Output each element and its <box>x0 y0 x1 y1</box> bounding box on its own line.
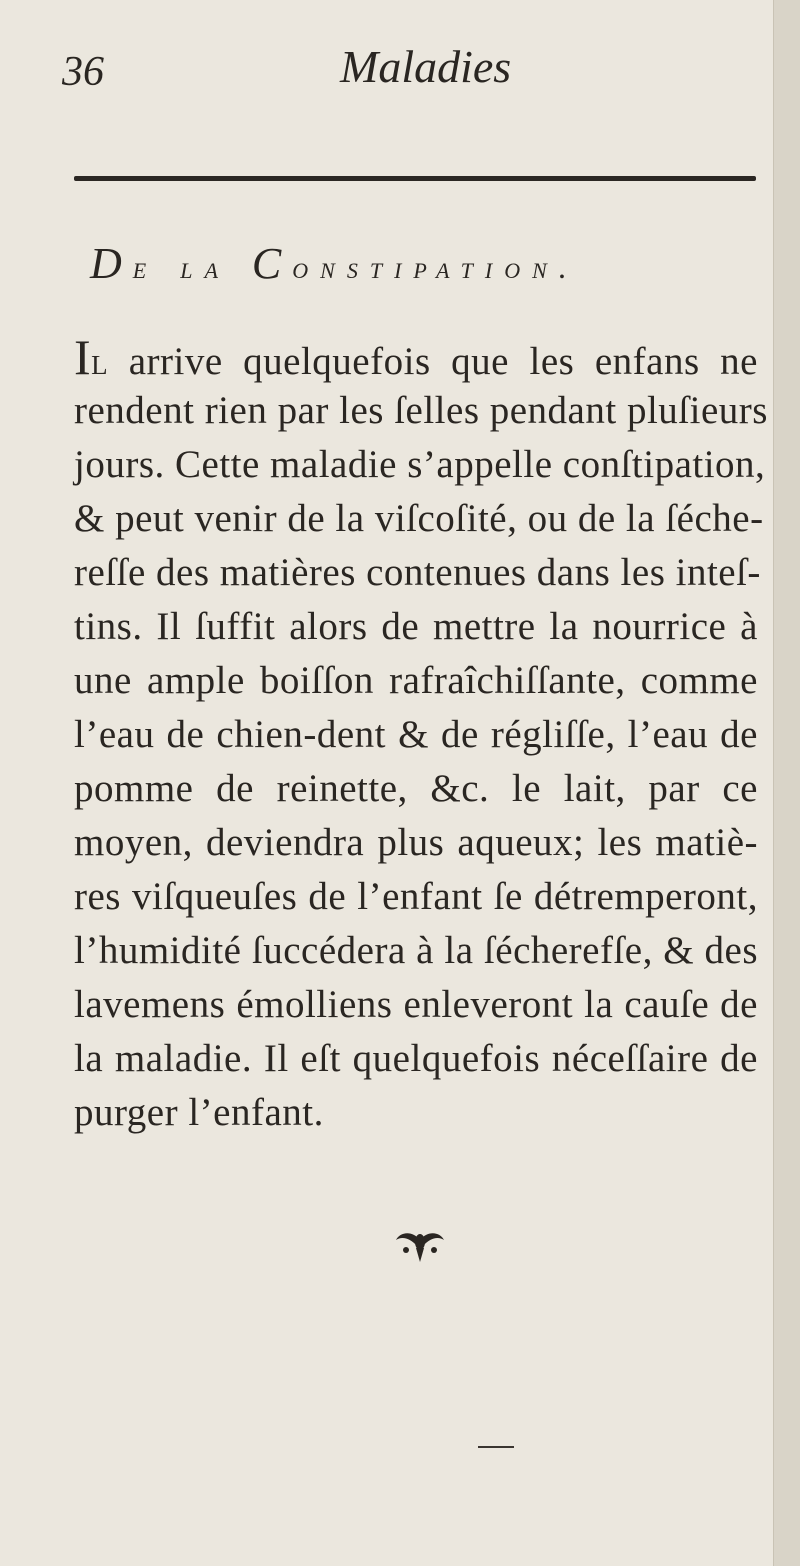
page-edge <box>773 0 800 1566</box>
text-line: lavemens émolliens enleveront la cauſe de <box>74 983 758 1026</box>
text-line: pomme de reinette, &c. le lait, par ce <box>74 767 758 810</box>
text-line: une ample boiſſon rafraîchiſſante, comme <box>74 659 758 702</box>
text-line: reſſe des matières contenues dans les inteſ- <box>74 551 761 594</box>
text-line: moyen, deviendra plus aqueux; les matiè- <box>74 821 758 864</box>
section-title-word1: e <box>132 249 159 285</box>
text-line: res viſqueuſes de l’enfant ſe détremperont, <box>74 875 758 918</box>
running-head <box>0 40 800 110</box>
page-number: 36 <box>62 49 104 95</box>
body-paragraph <box>74 329 768 1140</box>
section-title-word2: la <box>180 249 230 285</box>
running-title: Maladies <box>340 41 512 92</box>
footer-dash <box>478 1446 514 1448</box>
section-title <box>90 238 770 289</box>
section-title-cap: C <box>251 239 293 288</box>
text-line: l’eau de chien-dent & de régliſſe, l’eau de <box>74 713 758 756</box>
text-line: tins. Il ſuffit alors de mettre la nourrice à <box>74 605 758 648</box>
text-line: Il arrive quelquefois que les enfans ne <box>74 329 758 385</box>
text-line: jours. Cette maladie s’appelle conſtipation, <box>74 443 766 486</box>
text-line: purger l’enfant. <box>74 1091 324 1134</box>
text-line: rendent rien par les ſelles pendant pluſieurs <box>74 389 768 432</box>
header-rule <box>74 176 756 181</box>
section-title-rest: onstipation. <box>292 249 579 285</box>
fleuron-ornament-icon <box>390 1226 450 1266</box>
drop-cap-tail: l <box>91 340 109 383</box>
text-line: & peut venir de la viſcoſité, ou de la ſéche- <box>74 497 764 540</box>
section-title-initial: D <box>90 239 133 288</box>
text-line: l’humidité ſuccédera à la ſécherefſe, & des <box>74 929 758 972</box>
text-line: la maladie. Il eſt quelquefois néceſſaire de <box>74 1037 758 1080</box>
drop-cap: I <box>74 329 92 385</box>
